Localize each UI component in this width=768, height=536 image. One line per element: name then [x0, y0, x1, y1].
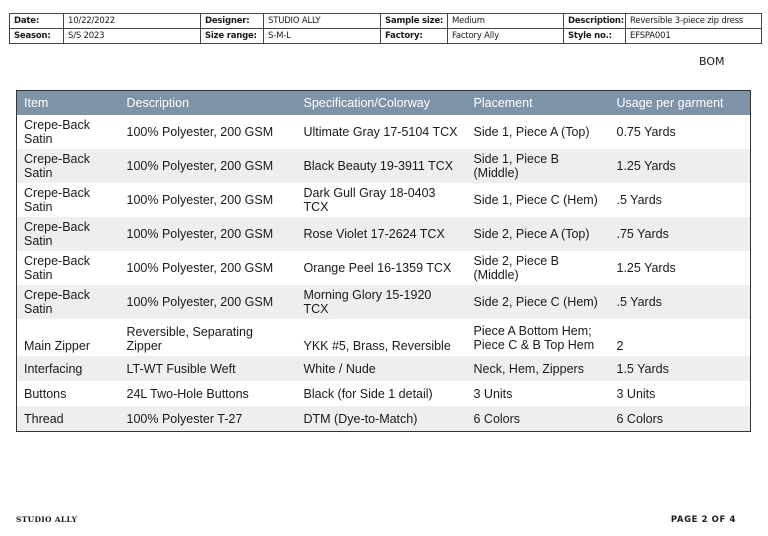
style-no-value: EFSPA001	[626, 29, 762, 44]
usage-cell: 0.75 Yards	[610, 115, 751, 149]
placement-cell: Side 1, Piece B (Middle)	[467, 149, 610, 183]
spec-info-grid	[9, 13, 762, 44]
col-header-specification: Specification/Colorway	[297, 91, 467, 116]
style-no-label: Style no.:	[564, 29, 626, 44]
designer-label: Designer:	[201, 14, 264, 29]
description-cell: 24L Two-Hole Buttons	[120, 381, 297, 406]
placement-cell: Side 2, Piece B (Middle)	[467, 251, 610, 285]
usage-cell: 2	[610, 319, 751, 356]
table-row	[17, 115, 751, 149]
description-value: Reversible 3-piece zip dress	[626, 14, 762, 29]
description-cell: LT-WT Fusible Weft	[120, 356, 297, 381]
table-row	[17, 381, 751, 406]
description-cell: 100% Polyester, 200 GSM	[120, 217, 297, 251]
factory-label: Factory:	[381, 29, 448, 44]
table-row	[17, 217, 751, 251]
usage-cell: .5 Yards	[610, 183, 751, 217]
spec-cell: White / Nude	[297, 356, 467, 381]
season-label: Season:	[10, 29, 64, 44]
item-cell: Main Zipper	[17, 319, 120, 356]
placement-cell: 3 Units	[467, 381, 610, 406]
table-row	[17, 285, 751, 319]
item-cell: Crepe-Back Satin	[17, 115, 120, 149]
date-label: Date:	[10, 14, 64, 29]
col-header-item: Item	[17, 91, 120, 116]
spec-cell: Orange Peel 16-1359 TCX	[297, 251, 467, 285]
description-cell: 100% Polyester, 200 GSM	[120, 285, 297, 319]
document-title: BOM	[699, 55, 725, 68]
usage-cell: 3 Units	[610, 381, 751, 406]
spec-cell: DTM (Dye-to-Match)	[297, 406, 467, 432]
table-row	[17, 356, 751, 381]
description-cell: 100% Polyester T-27	[120, 406, 297, 432]
placement-cell: Side 2, Piece C (Hem)	[467, 285, 610, 319]
item-cell: Crepe-Back Satin	[17, 251, 120, 285]
item-cell: Interfacing	[17, 356, 120, 381]
usage-cell: 1.25 Yards	[610, 149, 751, 183]
sample-size-label: Sample size:	[381, 14, 448, 29]
spec-cell: YKK #5, Brass, Reversible	[297, 319, 467, 356]
footer-brand: STUDIO ALLY	[16, 515, 78, 524]
usage-cell: 6 Colors	[610, 406, 751, 432]
info-row-2	[10, 29, 762, 44]
description-cell: 100% Polyester, 200 GSM	[120, 251, 297, 285]
description-cell: 100% Polyester, 200 GSM	[120, 183, 297, 217]
description-label: Description:	[564, 14, 626, 29]
description-cell: 100% Polyester, 200 GSM	[120, 149, 297, 183]
spec-cell: Black Beauty 19-3911 TCX	[297, 149, 467, 183]
description-cell: Reversible, Separating Zipper	[120, 319, 297, 356]
placement-cell: Side 1, Piece C (Hem)	[467, 183, 610, 217]
col-header-usage: Usage per garment	[610, 91, 751, 116]
col-header-placement: Placement	[467, 91, 610, 116]
item-cell: Crepe-Back Satin	[17, 285, 120, 319]
table-row	[17, 183, 751, 217]
col-header-description: Description	[120, 91, 297, 116]
size-range-value: S-M-L	[264, 29, 381, 44]
placement-cell: Neck, Hem, Zippers	[467, 356, 610, 381]
size-range-label: Size range:	[201, 29, 264, 44]
spec-cell: Rose Violet 17-2624 TCX	[297, 217, 467, 251]
season-value: S/S 2023	[64, 29, 201, 44]
placement-cell: Side 2, Piece A (Top)	[467, 217, 610, 251]
date-value: 10/22/2022	[64, 14, 201, 29]
spec-cell: Black (for Side 1 detail)	[297, 381, 467, 406]
placement-cell: Piece A Bottom Hem; Piece C & B Top Hem	[467, 319, 610, 356]
usage-cell: 1.25 Yards	[610, 251, 751, 285]
placement-cell: 6 Colors	[467, 406, 610, 432]
spec-cell: Ultimate Gray 17-5104 TCX	[297, 115, 467, 149]
table-row	[17, 319, 751, 356]
sample-size-value: Medium	[448, 14, 564, 29]
placement-cell: Side 1, Piece A (Top)	[467, 115, 610, 149]
designer-value: STUDIO ALLY	[264, 14, 381, 29]
description-cell: 100% Polyester, 200 GSM	[120, 115, 297, 149]
page-number: PAGE 2 OF 4	[670, 515, 736, 525]
usage-cell: .5 Yards	[610, 285, 751, 319]
table-row	[17, 406, 751, 432]
item-cell: Crepe-Back Satin	[17, 149, 120, 183]
item-cell: Crepe-Back Satin	[17, 183, 120, 217]
table-row	[17, 251, 751, 285]
spec-cell: Morning Glory 15-1920 TCX	[297, 285, 467, 319]
spec-cell: Dark Gull Gray 18-0403 TCX	[297, 183, 467, 217]
bom-header-row	[17, 91, 751, 116]
factory-value: Factory Ally	[448, 29, 564, 44]
usage-cell: .75 Yards	[610, 217, 751, 251]
usage-cell: 1.5 Yards	[610, 356, 751, 381]
info-row-1	[10, 14, 762, 29]
table-row	[17, 149, 751, 183]
item-cell: Crepe-Back Satin	[17, 217, 120, 251]
item-cell: Thread	[17, 406, 120, 432]
bom-table	[16, 90, 751, 432]
item-cell: Buttons	[17, 381, 120, 406]
